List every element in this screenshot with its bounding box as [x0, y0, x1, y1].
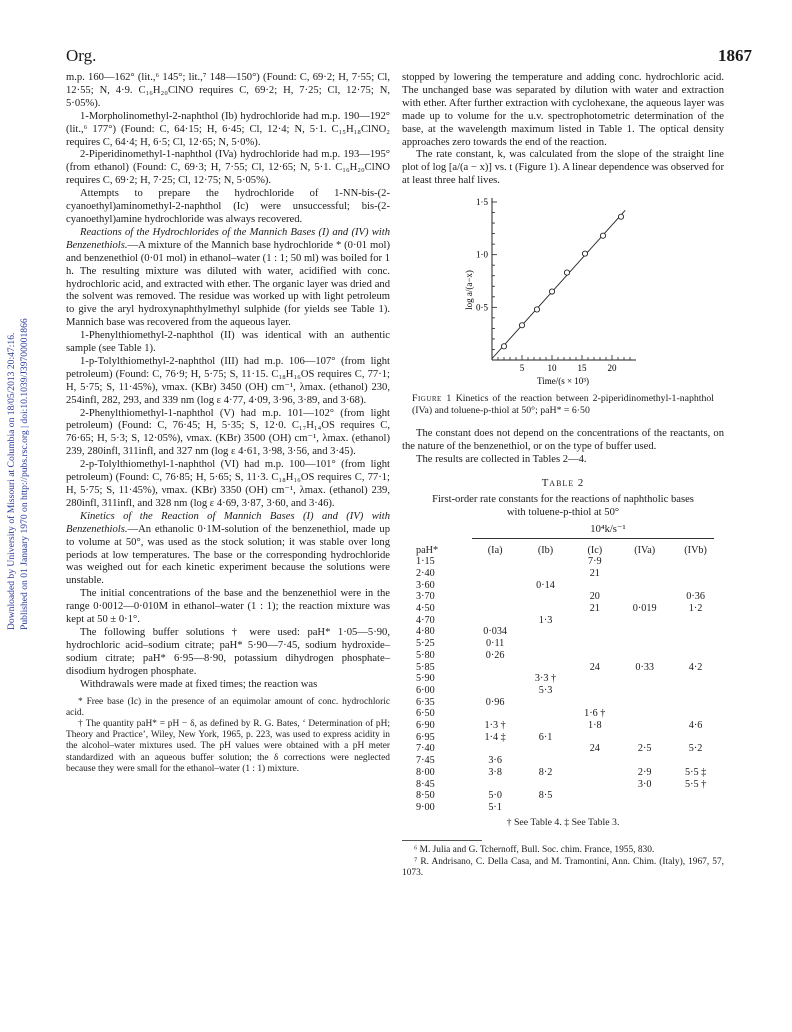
rate-cell: 0·36 [686, 591, 705, 603]
rate-cell: 0·33 [635, 661, 655, 673]
rate-cell [622, 755, 673, 767]
rate-cell [673, 556, 724, 568]
rate-cell [573, 580, 622, 592]
rate-cell [622, 650, 673, 662]
table-row [410, 790, 724, 802]
pah-cell: 6·35 [416, 696, 435, 708]
section-body: —A mixture of the Mannich base hydrochloride * (0·01 mol) and benzenethiol (0·01 mol) in ethanol–water (1 : 1; 50 ml) was boiled for 1 h. The resulting mixture was diluted with water, acidified with conc. hydrochloric acid, and extracted with ether. The organic layer was dried and the solvent was removed. The residue was worked up with light petroleum to give the aryl hydroxynaphthylmethyl sulphide (for yields see Table 1). Mannich base was recovered from the aqueous layer. [66, 239, 390, 329]
rate-cell [573, 790, 622, 802]
references [402, 845, 724, 880]
table-title: Table 2 [541, 476, 585, 489]
pah-cell: 3·60 [416, 579, 435, 591]
rate-cell [673, 673, 724, 685]
table-row [410, 662, 724, 674]
x-tick-label: 20 [607, 363, 617, 374]
rate-cell: 8·5 [538, 790, 553, 802]
rate-cell: 6·1 [538, 731, 553, 743]
rate-cell: 2·5 [637, 743, 652, 755]
table-note: † See Table 4. ‡ See Table 3. [506, 816, 620, 828]
table-row [410, 673, 724, 685]
table-header-row [410, 545, 724, 557]
rate-cell [473, 779, 524, 791]
y-axis-label: log a/(a−x) [464, 270, 474, 311]
rate-cell [473, 603, 524, 615]
rate-cell [473, 591, 524, 603]
download-sidebar [2, 250, 34, 630]
figure-1 [402, 194, 724, 389]
rate-cell: 0·019 [632, 603, 657, 615]
rate-cell [573, 615, 622, 627]
rate-cell [622, 697, 673, 709]
publication-note[interactable]: Published on 01 January 1970 on http://pubs.rsc.org | doi:10.1039/J39700001866 [19, 318, 30, 630]
data-point [618, 214, 623, 219]
rate-cell [573, 802, 622, 814]
table-row [410, 638, 724, 650]
rate-cell [673, 790, 724, 802]
header-compound: (IVa) [634, 544, 656, 556]
rate-cell: 5·5 † [684, 778, 707, 790]
table-row [410, 591, 724, 603]
table-row [410, 708, 724, 720]
pah-cell: 7·40 [416, 743, 435, 755]
figure-caption-text: Kinetics of the reaction between 2-piperidinomethyl-1-naphthol (IVa) and toluene-p-thiol at 50°; paH* = 6·50 [412, 393, 715, 416]
pah-cell: 4·70 [416, 614, 435, 626]
footnote: † The quantity paH* = pH − δ, as defined by R. G. Bates, ‘ Determination of pH; Theory and Practice’, Wiley, New York, 1965, p. 223, was used to express acidity in the alcohol–water mixtures used. The pH values were obtained with a pH meter standardized with an aqueous buffer solution; the δ corrections were neglected because they were small for the ethanol–water (1 : 1) mixture. [66, 718, 390, 774]
rate-cell [622, 626, 673, 638]
x-tick-label: 10 [547, 363, 557, 374]
data-point [519, 323, 524, 328]
rate-cell [622, 720, 673, 732]
paragraph: The initial concentrations of the base and the benzenethiol were in the range 0·0012—0·010M in ethanol–water (1 : 1); the reaction mixture was kept at 50 ± 0·1°. [66, 588, 390, 626]
table-caption: First-order rate constants for the reactions of naphtholic bases with toluene-p-thiol at 50° [432, 493, 694, 518]
rate-cell: 5·0 [488, 790, 502, 802]
rate-cell [573, 767, 622, 779]
pah-cell: 5·90 [416, 673, 435, 685]
rate-constant-table [410, 545, 724, 814]
rate-cell: 0·96 [485, 696, 505, 708]
fit-line [492, 211, 625, 359]
rate-cell [673, 685, 724, 697]
rate-cell [573, 755, 622, 767]
y-tick-label: 1·0 [476, 249, 488, 260]
rate-cell [524, 662, 574, 674]
download-note[interactable]: Downloaded by University of Missouri at Columbia on 18/05/2013 20:47:16. [6, 332, 17, 630]
rate-cell [473, 673, 524, 685]
pah-cell: 5·25 [416, 638, 435, 650]
pah-cell: 4·80 [416, 626, 435, 638]
paragraph: The results are collected in Tables 2—4. [416, 453, 587, 465]
rate-cell [622, 708, 673, 720]
rate-cell [622, 615, 673, 627]
rate-cell: 5·3 [538, 684, 553, 696]
rate-cell: 1·3 † [484, 720, 506, 732]
section-body: —An ethanolic 0·1M-solution of the benzenethiol, made up to volume at 50°, was used as the stock solution; it was stable over long periods at low temperatures. The base or the corresponding hydrochloride was weighed out for each kinetic experiment because the solutions were unstable. [66, 523, 390, 587]
left-column [66, 72, 390, 775]
reference: ⁶ M. Julia and G. Tchernoff, Bull. Soc. chim. France, 1955, 830. [414, 844, 655, 855]
table-row [410, 626, 724, 638]
rate-cell: 5·1 [488, 801, 502, 813]
paragraph: 2-Piperidinomethyl-1-naphthol (IVa) hydrochloride had m.p. 193—195° (from ethanol) (Found: C, 69·3; H, 7·55; Cl, 12·65; N, 5·1. C₁₆H₂₀ClNO requires C, 69·2; H, 7·25; Cl, 12·75; N, 5·05%). [66, 149, 390, 187]
paragraph [66, 511, 390, 588]
paragraph: The following buffer solutions † were used: paH* 1·05—5·90, hydrochloric acid–sodium citrate; paH* 5·90—7·45, sodium hydroxide–sodium citrate; paH* 6·95—8·90, potassium dihydrogen phosphate–disodium hydrogen phosphate. [66, 626, 390, 677]
rate-cell [573, 697, 622, 709]
table-unit: 10⁴k/s⁻¹ [590, 523, 626, 535]
table-row [410, 767, 724, 779]
rate-cell [473, 615, 524, 627]
rate-cell [524, 591, 574, 603]
paragraph: Withdrawals were made at fixed times; the reaction was [80, 678, 318, 690]
rate-cell [524, 802, 574, 814]
paragraph: 1-Phenylthiomethyl-2-naphthol (II) was identical with an authentic sample (see Table 1). [66, 330, 390, 355]
table-row [410, 743, 724, 755]
rate-cell: 4·6 [688, 720, 703, 732]
rate-cell [622, 591, 673, 603]
footnote-rule [402, 840, 482, 841]
rate-cell: 1·6 † [584, 708, 606, 720]
reference: ⁷ R. Andrisano, C. Della Casa, and M. Tramontini, Ann. Chim. (Italy), 1967, 57, 1073. [402, 856, 724, 878]
rate-cell: 2·9 [637, 766, 652, 778]
journal-section: Org. [66, 46, 97, 65]
x-tick-label: 15 [577, 363, 587, 374]
x-tick-label: 5 [519, 363, 525, 374]
pah-cell: 8·50 [416, 790, 435, 802]
table-row [410, 697, 724, 709]
rate-cell [673, 708, 724, 720]
rate-cell [673, 732, 724, 744]
section-heading: Reactions of the Hydrochlorides of the Mannich Bases (I) and (IV) with Benzenethiols. [66, 226, 390, 251]
pah-cell: 6·95 [416, 731, 435, 743]
rate-cell [622, 685, 673, 697]
data-point [501, 344, 506, 349]
rate-cell [573, 626, 622, 638]
table-row [410, 685, 724, 697]
pah-cell: 7·45 [416, 755, 435, 767]
rate-cell [524, 650, 574, 662]
rate-cell [673, 697, 724, 709]
table-row [410, 580, 724, 592]
rate-cell [573, 732, 622, 744]
section-heading: Kinetics of the Reaction of Mannich Bases (I) and (IV) with Benzenethiols. [66, 510, 390, 535]
table-row [410, 755, 724, 767]
rate-cell [473, 580, 524, 592]
rate-cell [673, 755, 724, 767]
rate-cell [573, 673, 622, 685]
rate-cell [673, 802, 724, 814]
data-point [600, 233, 605, 238]
x-axis-label: Time/(s × 10³) [537, 376, 589, 387]
rate-cell [622, 638, 673, 650]
rate-cell [473, 685, 524, 697]
rate-cell [524, 779, 574, 791]
header-compound: (IVb) [684, 544, 707, 556]
rate-cell [673, 626, 724, 638]
rate-cell: 21 [589, 603, 600, 615]
rate-cell: 21 [589, 567, 600, 579]
footnote: * Free base (Ic) in the presence of an equimolar amount of conc. hydrochloric acid. [66, 696, 390, 718]
rate-cell [473, 662, 524, 674]
paragraph: The rate constant, k, was calculated from the slope of the straight line plot of log [a/(a − x)] vs. t (Figure 1). A linear dependence was observed for at least three half lives. [402, 149, 724, 187]
rate-cell: 1·4 ‡ [484, 731, 506, 743]
rate-cell: 7·9 [588, 556, 602, 568]
table-row [410, 779, 724, 791]
paragraph [66, 227, 390, 330]
rate-cell [573, 638, 622, 650]
rate-cell: 0·11 [485, 638, 505, 650]
rate-cell [573, 685, 622, 697]
pah-cell: 3·70 [416, 591, 435, 603]
rate-cell [673, 638, 724, 650]
table-row [410, 556, 724, 568]
pah-cell: 8·00 [416, 766, 435, 778]
rate-cell [524, 720, 574, 732]
rate-cell [622, 568, 673, 580]
rate-cell [473, 568, 524, 580]
rate-cell: 24 [589, 661, 600, 673]
pah-cell: 5·80 [416, 649, 435, 661]
rate-cell: 3·0 [637, 778, 652, 790]
pah-cell: 8·45 [416, 778, 435, 790]
rate-cell [524, 743, 574, 755]
table-row [410, 732, 724, 744]
header-compound: (Ib) [537, 544, 554, 556]
rate-cell: 5·5 ‡ [684, 766, 707, 778]
rate-cell [622, 673, 673, 685]
rate-cell: 4·2 [688, 661, 703, 673]
rate-cell [622, 790, 673, 802]
rate-cell [473, 708, 524, 720]
rate-cell: 1·8 [588, 720, 602, 732]
rate-cell [622, 556, 673, 568]
header-compound: (Ia) [487, 544, 503, 556]
rate-cell: 24 [589, 743, 600, 755]
rate-cell [524, 755, 574, 767]
table-row [410, 568, 724, 580]
figure-caption [412, 393, 714, 416]
table-row [410, 603, 724, 615]
paragraph: 2-Phenylthiomethyl-1-naphthol (V) had m.p. 101—102° (from light petroleum) (Found: C, 76·45; H, 5·35; S, 12·0. C₁₇H₁₄OS requires C, 76·65; H, 5·3; S, 12·05%), νmax. (KBr) 3500 (OH) cm⁻¹, λmax. (ethanol) 239, 280infl, 311infl, and 327 nm (log ε 4·61, 3·98, 3·56, and 3·45). [66, 407, 390, 458]
data-point [534, 307, 539, 312]
rate-cell: 0·26 [485, 649, 505, 661]
rate-cell [622, 732, 673, 744]
paragraph: 1-p-Tolylthiomethyl-2-naphthol (III) had m.p. 106—107° (from light petroleum) (Found: C, 76·9; H, 5·75; S, 11·15. C₁₈H₁₆OS requires C, 77·1; H, 5·75; S, 11·45%), νmax. (KBr) 3450 (OH) cm⁻¹, λmax. (ethanol) 230, 254infl, 282, 293, and 339 nm (log ε 4·77, 4·09, 3·96, 3·89, and 3·68). [66, 355, 390, 406]
data-point [549, 289, 554, 294]
table-brace [472, 538, 714, 543]
y-tick-label: 1·5 [476, 197, 488, 208]
paragraph: The constant does not depend on the concentrations of the reactants, on the nature of the benzenethiol, or on the type of buffer used. [402, 428, 724, 453]
rate-cell [524, 626, 574, 638]
pah-cell: 2·40 [416, 567, 435, 579]
paragraph: Attempts to prepare the hydrochloride of 1-NN-bis-(2-cyanoethyl)aminomethyl-2-naphthol (Ic) were unsuccessful; bis-(2-cyanoethyl)amine hydrochloride was always recovered. [66, 188, 390, 225]
data-point [564, 270, 569, 275]
pah-cell: 6·00 [416, 684, 435, 696]
rate-cell [673, 650, 724, 662]
paragraph: 2-p-Tolylthiomethyl-1-naphthol (VI) had m.p. 100—101° (from light petroleum) (Found: C, 76·85; H, 5·65; S, 11·3. C₁₈H₁₆OS requires C, 77·1; H, 5·75; S, 11·45%), νmax. (KBr) 3350 (OH) cm⁻¹, λmax. (ethanol) 239, 280infl, 311infl, and 328 nm (log ε 4·69, 3·87, 3·60, and 3·46). [66, 459, 390, 509]
pah-cell: 5·85 [416, 661, 435, 673]
pah-cell: 9·00 [416, 801, 435, 813]
rate-cell [473, 743, 524, 755]
rate-cell [524, 568, 574, 580]
rate-cell: 0·034 [483, 626, 508, 638]
y-tick-label: 0·5 [476, 302, 488, 313]
rate-cell: 3·3 † [534, 673, 557, 685]
paragraph: 1-Morpholinomethyl-2-naphthol (Ib) hydrochloride had m.p. 190—192° (lit.,⁶ 177°) (Found: C, 64·15; H, 6·45; Cl, 12·4; N, 5·1. C₁₅H₁₈ClNO₂ requires C, 64·4; H, 6·5; Cl, 12·65; N, 5·0%). [66, 110, 390, 148]
page-number: 1867 [718, 46, 752, 65]
table-row [410, 650, 724, 662]
rate-cell: 3·6 [488, 755, 502, 767]
rate-cell [524, 638, 574, 650]
figure-label: Figure 1 [412, 393, 452, 405]
rate-cell: 3·8 [488, 766, 502, 778]
pah-cell: 4·50 [416, 603, 435, 615]
rate-cell: 1·3 [538, 614, 553, 626]
data-point [582, 251, 587, 256]
rate-cell [622, 802, 673, 814]
pah-cell: 1·15 [416, 556, 435, 568]
rate-cell [524, 708, 574, 720]
table-row [410, 615, 724, 627]
rate-cell [673, 568, 724, 580]
rate-cell: 1·2 [688, 603, 703, 615]
rate-cell [473, 556, 524, 568]
footnotes [66, 697, 390, 775]
rate-cell [524, 556, 574, 568]
rate-cell: 0·14 [536, 579, 555, 591]
rate-cell [622, 580, 673, 592]
rate-cell [673, 580, 724, 592]
kinetics-plot [458, 194, 648, 389]
rate-cell: 5·2 [688, 743, 703, 755]
rate-cell: 20 [589, 591, 600, 603]
table-row [410, 802, 724, 814]
rate-cell [573, 779, 622, 791]
rate-cell [673, 615, 724, 627]
rate-cell [524, 603, 574, 615]
rate-cell [524, 697, 574, 709]
rate-cell: 8·2 [538, 766, 553, 778]
pah-cell: 6·90 [416, 720, 435, 732]
paragraph: m.p. 160—162° (lit.,⁶ 145°; lit.,⁷ 148—150°) (Found: C, 69·2; H, 7·55; Cl, 12·55; N, 4·9. C₁₆H₂₀ClNO requires C, 69·2; H, 7·25; Cl, 12·75; N, 5·05%). [66, 72, 390, 109]
rate-cell [573, 650, 622, 662]
paragraph: stopped by lowering the temperature and adding conc. hydrochloric acid. The unchanged base was separated by dilution with water and extraction with ether. After further extraction with cyclohexane, the aqueous layer was made up to volume for the u.v. spectrophotometric determination of the base, at the wavelength maximum listed in Table 1. The optical density approaches zero towards the end of the reaction. [402, 72, 724, 148]
table-row [410, 720, 724, 732]
pah-cell: 6·50 [416, 708, 435, 720]
right-column [402, 72, 724, 880]
header-pah: paH* [416, 544, 439, 556]
header-compound: (Ic) [587, 544, 603, 556]
